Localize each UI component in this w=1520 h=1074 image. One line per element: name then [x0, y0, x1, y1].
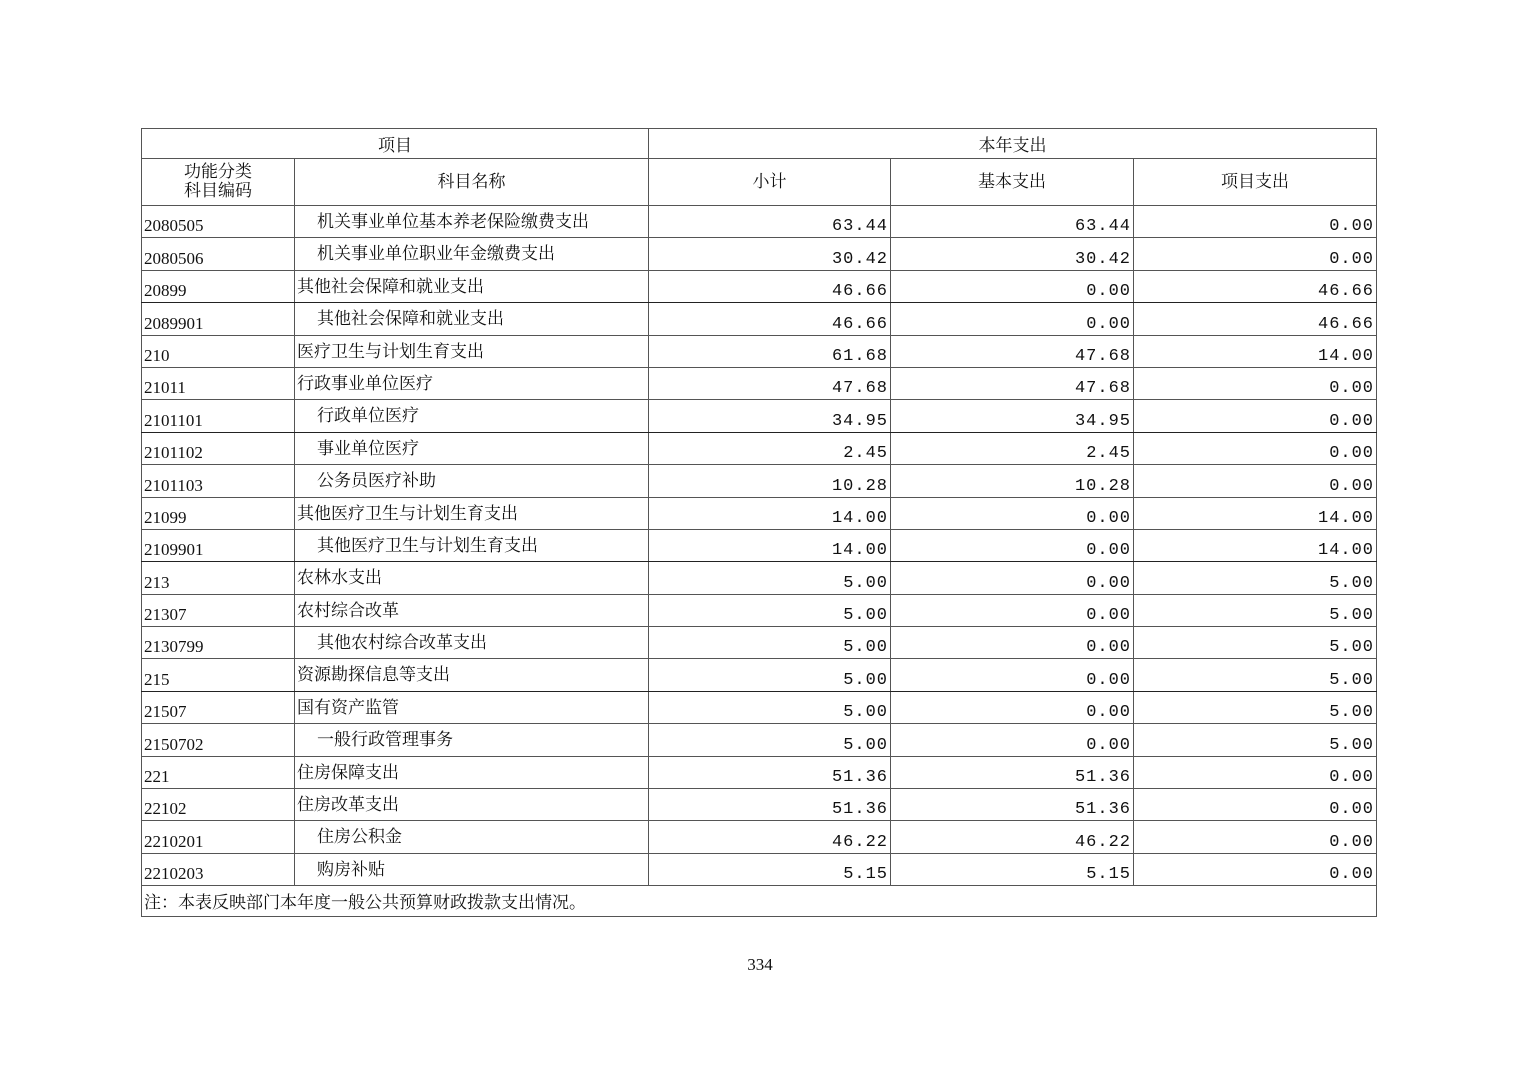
row-subtotal: 30.42	[649, 238, 891, 270]
row-subtotal: 5.15	[649, 853, 891, 885]
row-name: 资源勘探信息等支出	[295, 659, 649, 691]
row-name: 医疗卫生与计划生育支出	[295, 335, 649, 367]
row-code: 21307	[142, 594, 295, 626]
table-row	[142, 238, 1377, 270]
row-code: 2080505	[142, 206, 295, 238]
table-row	[142, 853, 1377, 885]
row-code: 2150702	[142, 724, 295, 756]
row-subtotal: 46.66	[649, 303, 891, 335]
row-subtotal: 5.00	[649, 691, 891, 723]
row-code: 2210203	[142, 853, 295, 885]
row-name: 其他社会保障和就业支出	[295, 270, 649, 302]
row-code: 20899	[142, 270, 295, 302]
table-row	[142, 400, 1377, 432]
row-name: 其他医疗卫生与计划生育支出	[295, 497, 649, 529]
row-name: 住房改革支出	[295, 789, 649, 821]
row-subtotal: 5.00	[649, 659, 891, 691]
row-basic: 47.68	[891, 367, 1134, 399]
row-subtotal: 63.44	[649, 206, 891, 238]
row-subtotal: 47.68	[649, 367, 891, 399]
row-project: 0.00	[1134, 756, 1377, 788]
row-basic: 0.00	[891, 529, 1134, 561]
row-name: 其他社会保障和就业支出	[295, 303, 649, 335]
row-project: 5.00	[1134, 724, 1377, 756]
row-project: 0.00	[1134, 853, 1377, 885]
row-basic: 0.00	[891, 627, 1134, 659]
row-basic: 0.00	[891, 594, 1134, 626]
row-project: 0.00	[1134, 206, 1377, 238]
row-project: 0.00	[1134, 432, 1377, 464]
row-code: 2101101	[142, 400, 295, 432]
row-project: 0.00	[1134, 465, 1377, 497]
row-project: 5.00	[1134, 562, 1377, 594]
table-row	[142, 335, 1377, 367]
row-name: 一般行政管理事务	[295, 724, 649, 756]
row-name: 住房保障支出	[295, 756, 649, 788]
row-subtotal: 5.00	[649, 724, 891, 756]
row-basic: 0.00	[891, 724, 1134, 756]
row-name: 公务员医疗补助	[295, 465, 649, 497]
row-name: 国有资产监管	[295, 691, 649, 723]
row-basic: 63.44	[891, 206, 1134, 238]
row-code: 2109901	[142, 529, 295, 561]
row-basic: 0.00	[891, 303, 1134, 335]
table-row	[142, 270, 1377, 302]
row-code: 21011	[142, 367, 295, 399]
row-project: 46.66	[1134, 270, 1377, 302]
row-name: 农村综合改革	[295, 594, 649, 626]
row-basic: 0.00	[891, 270, 1134, 302]
row-subtotal: 2.45	[649, 432, 891, 464]
table-row	[142, 789, 1377, 821]
table-row	[142, 562, 1377, 594]
row-project: 5.00	[1134, 594, 1377, 626]
row-name: 事业单位医疗	[295, 432, 649, 464]
row-code: 21099	[142, 497, 295, 529]
row-name: 机关事业单位基本养老保险缴费支出	[295, 206, 649, 238]
row-project: 46.66	[1134, 303, 1377, 335]
row-basic: 10.28	[891, 465, 1134, 497]
table-header-row	[142, 129, 1377, 159]
row-subtotal: 34.95	[649, 400, 891, 432]
header-project: 项目	[142, 129, 649, 159]
table-row	[142, 691, 1377, 723]
row-name: 购房补贴	[295, 853, 649, 885]
header-basic-expenditure: 基本支出	[891, 159, 1134, 206]
header-function-code	[142, 159, 295, 206]
table-row	[142, 206, 1377, 238]
row-name: 行政事业单位医疗	[295, 367, 649, 399]
page-number: 334	[747, 955, 773, 974]
row-basic: 0.00	[891, 497, 1134, 529]
row-code: 215	[142, 659, 295, 691]
row-subtotal: 46.66	[649, 270, 891, 302]
row-basic: 0.00	[891, 562, 1134, 594]
header-code-line2: 科目编码	[184, 181, 252, 201]
row-code: 2101102	[142, 432, 295, 464]
table-note-row	[142, 886, 1377, 916]
row-basic: 0.00	[891, 659, 1134, 691]
row-name: 住房公积金	[295, 821, 649, 853]
row-subtotal: 46.22	[649, 821, 891, 853]
table-row	[142, 303, 1377, 335]
row-name: 其他医疗卫生与计划生育支出	[295, 529, 649, 561]
row-code: 210	[142, 335, 295, 367]
row-code: 2080506	[142, 238, 295, 270]
expenditure-table	[141, 128, 1377, 917]
row-project: 5.00	[1134, 659, 1377, 691]
table-row	[142, 497, 1377, 529]
table-row	[142, 627, 1377, 659]
row-name: 机关事业单位职业年金缴费支出	[295, 238, 649, 270]
table-row	[142, 465, 1377, 497]
header-current-year-expenditure: 本年支出	[649, 129, 1377, 159]
row-project: 0.00	[1134, 400, 1377, 432]
row-code: 213	[142, 562, 295, 594]
table-row	[142, 594, 1377, 626]
row-basic: 47.68	[891, 335, 1134, 367]
row-name: 行政单位医疗	[295, 400, 649, 432]
row-subtotal: 51.36	[649, 789, 891, 821]
table-row	[142, 367, 1377, 399]
row-basic: 5.15	[891, 853, 1134, 885]
row-basic: 46.22	[891, 821, 1134, 853]
row-project: 14.00	[1134, 529, 1377, 561]
row-code: 2089901	[142, 303, 295, 335]
table-note: 注：本表反映部门本年度一般公共预算财政拨款支出情况。	[142, 886, 1377, 916]
row-subtotal: 14.00	[649, 497, 891, 529]
row-project: 0.00	[1134, 367, 1377, 399]
row-project: 0.00	[1134, 821, 1377, 853]
row-project: 0.00	[1134, 789, 1377, 821]
row-project: 5.00	[1134, 691, 1377, 723]
table-row	[142, 724, 1377, 756]
header-subtotal: 小计	[649, 159, 891, 206]
header-subject-name: 科目名称	[295, 159, 649, 206]
header-code-line1: 功能分类	[184, 162, 252, 182]
row-basic: 0.00	[891, 691, 1134, 723]
row-subtotal: 61.68	[649, 335, 891, 367]
row-code: 221	[142, 756, 295, 788]
row-subtotal: 5.00	[649, 562, 891, 594]
row-project: 14.00	[1134, 497, 1377, 529]
row-code: 2101103	[142, 465, 295, 497]
table-row	[142, 756, 1377, 788]
row-project: 0.00	[1134, 238, 1377, 270]
row-basic: 34.95	[891, 400, 1134, 432]
row-name: 其他农村综合改革支出	[295, 627, 649, 659]
table-subheader-row	[142, 159, 1377, 206]
row-basic: 51.36	[891, 789, 1134, 821]
row-subtotal: 51.36	[649, 756, 891, 788]
row-subtotal: 5.00	[649, 594, 891, 626]
table-row	[142, 529, 1377, 561]
row-code: 2210201	[142, 821, 295, 853]
header-project-expenditure: 项目支出	[1134, 159, 1377, 206]
row-basic: 51.36	[891, 756, 1134, 788]
row-subtotal: 10.28	[649, 465, 891, 497]
row-code: 2130799	[142, 627, 295, 659]
row-name: 农林水支出	[295, 562, 649, 594]
table-row	[142, 659, 1377, 691]
row-code: 21507	[142, 691, 295, 723]
row-project: 14.00	[1134, 335, 1377, 367]
table-row	[142, 821, 1377, 853]
row-basic: 2.45	[891, 432, 1134, 464]
row-subtotal: 14.00	[649, 529, 891, 561]
row-basic: 30.42	[891, 238, 1134, 270]
row-subtotal: 5.00	[649, 627, 891, 659]
row-project: 5.00	[1134, 627, 1377, 659]
row-code: 22102	[142, 789, 295, 821]
table-row	[142, 432, 1377, 464]
